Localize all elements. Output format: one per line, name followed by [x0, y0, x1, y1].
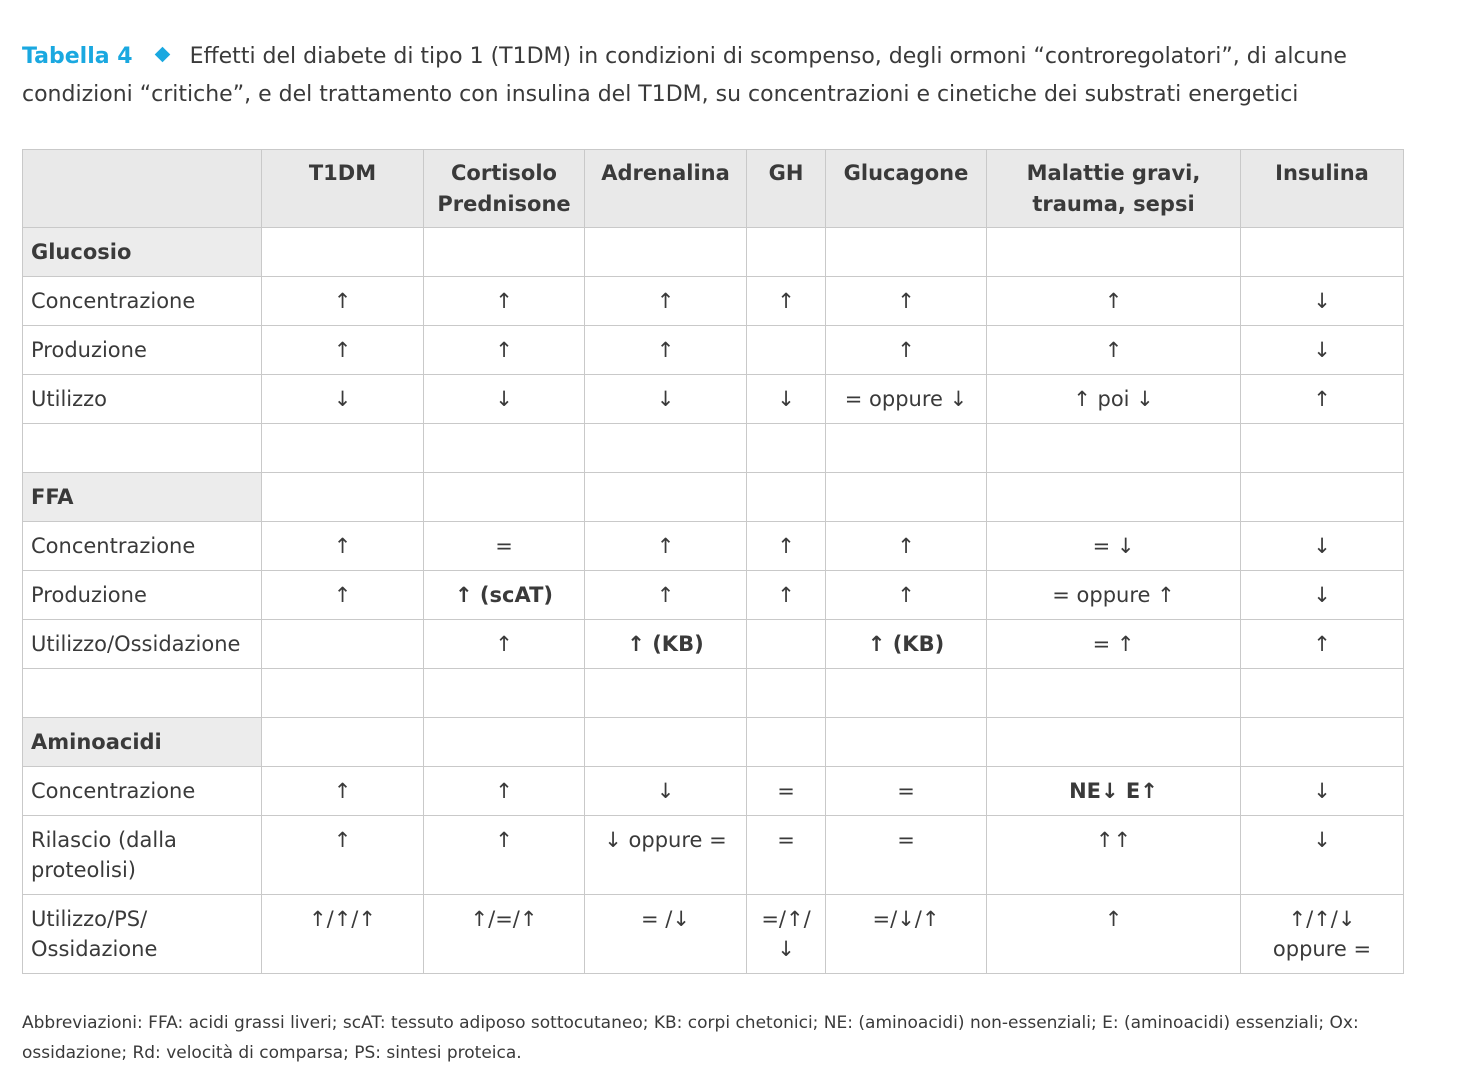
table-cell: ↑ [585, 326, 747, 375]
header-row [23, 150, 1404, 228]
caption-text: Effetti del diabete di tipo 1 (T1DM) in condizioni di scompenso, degli ormoni “controregolatori”, di alcune condizioni “critiche”, e del trattamento con insulina del T1DM, su concentrazioni e cinetiche dei substrati energetici [22, 44, 1347, 107]
table-cell [262, 424, 424, 473]
table-cell: ↑ [987, 895, 1241, 974]
table-row [23, 895, 1404, 974]
section-row [23, 228, 1404, 277]
table-cell: = oppure ↓ [826, 375, 987, 424]
table-cell: ↓ oppure = [585, 816, 747, 895]
table-cell: ↑ [424, 277, 585, 326]
row-label: Produzione [23, 571, 262, 620]
row-label: Utilizzo/PS/ Ossidazione [23, 895, 262, 974]
table-row [23, 620, 1404, 669]
table-cell: ↑ [424, 620, 585, 669]
table-cell: ↑ [585, 522, 747, 571]
row-label: Glucosio [23, 228, 262, 277]
table-number: Tabella 4 [22, 44, 133, 69]
table-row [23, 522, 1404, 571]
table-cell: ↑ [1241, 620, 1404, 669]
table-row [23, 375, 1404, 424]
table-cell: = ↑ [987, 620, 1241, 669]
table-cell [262, 669, 424, 718]
table-cell [585, 424, 747, 473]
table-cell [585, 473, 747, 522]
row-label: Concentrazione [23, 522, 262, 571]
table-cell [1241, 424, 1404, 473]
table-cell: ↑ [1241, 375, 1404, 424]
table-cell [747, 669, 826, 718]
row-label: Produzione [23, 326, 262, 375]
header-gh: GH [747, 150, 826, 228]
table-cell: ↑ [262, 816, 424, 895]
table-cell: = [747, 816, 826, 895]
row-label [23, 669, 262, 718]
row-label: Concentrazione [23, 277, 262, 326]
header-t1dm: T1DM [262, 150, 424, 228]
table-cell [424, 473, 585, 522]
table-cell: ↓ [1241, 571, 1404, 620]
table-cell [424, 228, 585, 277]
table-cell: ↑ [585, 571, 747, 620]
row-label: FFA [23, 473, 262, 522]
table-row [23, 816, 1404, 895]
table-cell: ↑/=/↑ [424, 895, 585, 974]
table-cell [424, 424, 585, 473]
table-cell: ↑ poi ↓ [987, 375, 1241, 424]
table-cell [987, 228, 1241, 277]
table-cell [826, 228, 987, 277]
header-insulina: Insulina [1241, 150, 1404, 228]
table-cell: ↓ [585, 767, 747, 816]
table-cell: ↑ [747, 522, 826, 571]
table-cell [987, 669, 1241, 718]
table-cell: ↑ [826, 326, 987, 375]
table-cell: ↓ [585, 375, 747, 424]
table-cell [424, 669, 585, 718]
table-cell [747, 620, 826, 669]
table-cell [262, 718, 424, 767]
table-cell [1241, 473, 1404, 522]
section-row [23, 473, 1404, 522]
table-row [23, 767, 1404, 816]
table-cell: = /↓ [585, 895, 747, 974]
table-caption [22, 38, 1442, 114]
table-cell [747, 424, 826, 473]
table-cell [826, 718, 987, 767]
table-cell: ↓ [1241, 767, 1404, 816]
table-cell: = oppure ↑ [987, 571, 1241, 620]
table-cell [585, 669, 747, 718]
table-cell [747, 228, 826, 277]
table-cell [826, 669, 987, 718]
table-cell: ↑ (KB) [585, 620, 747, 669]
table-cell [262, 620, 424, 669]
table-cell: ↑ [987, 326, 1241, 375]
table-cell [747, 718, 826, 767]
table-cell: ↓ [1241, 326, 1404, 375]
table-cell [747, 326, 826, 375]
table-cell: ↑ [424, 816, 585, 895]
header-malattie: Malattie gravi, trauma, sepsi [987, 150, 1241, 228]
table-cell: ↓ [1241, 522, 1404, 571]
table-cell: NE↓ E↑ [987, 767, 1241, 816]
table-cell: ↑ (scAT) [424, 571, 585, 620]
table-cell: ↑ [747, 571, 826, 620]
row-label: Utilizzo [23, 375, 262, 424]
row-label: Rilascio (dalla proteolisi) [23, 816, 262, 895]
table-row [23, 571, 1404, 620]
table-cell [262, 228, 424, 277]
table-cell [585, 718, 747, 767]
table-cell: ↑/↑/↓ oppure = [1241, 895, 1404, 974]
table-cell: = [747, 767, 826, 816]
table-cell [262, 473, 424, 522]
table-cell: ↓ [1241, 277, 1404, 326]
table-cell [826, 473, 987, 522]
table-cell: = [424, 522, 585, 571]
table-cell: ↑ [262, 767, 424, 816]
table-cell: ↑ [424, 767, 585, 816]
table-cell: = ↓ [987, 522, 1241, 571]
table-cell: ↓ [1241, 816, 1404, 895]
table-cell: ↑ [262, 571, 424, 620]
table-cell [747, 473, 826, 522]
table-cell: = [826, 816, 987, 895]
table-row [23, 326, 1404, 375]
table-cell [987, 473, 1241, 522]
table-cell: ↑ [826, 571, 987, 620]
header-cortisolo: Cortisolo Prednisone [424, 150, 585, 228]
table-cell: ↑/↑/↑ [262, 895, 424, 974]
effects-table [22, 149, 1404, 974]
table-cell: ↑ [987, 277, 1241, 326]
table-cell: =/↓/↑ [826, 895, 987, 974]
table-cell [987, 424, 1241, 473]
row-label: Aminoacidi [23, 718, 262, 767]
table-cell: ↑ [585, 277, 747, 326]
table-cell [826, 424, 987, 473]
row-label [23, 424, 262, 473]
table-cell: ↑ [747, 277, 826, 326]
table-cell: ↑ [826, 277, 987, 326]
table-cell: ↑ (KB) [826, 620, 987, 669]
table-cell: ↑ [262, 522, 424, 571]
table-cell: =/↑/↓ [747, 895, 826, 974]
abbreviations-footnote: Abbreviazioni: FFA: acidi grassi liveri; scAT: tessuto adiposo sottocutaneo; KB: corpi chetonici; NE: (aminoacidi) non-essenziali; E: (aminoacidi) essenziali; Ox: ossidazione; Rd: velocità di comparsa; PS: sintesi proteica. [22, 1013, 1359, 1063]
spacer-row [23, 669, 1404, 718]
table-cell: ↑ [424, 326, 585, 375]
table-cell: ↑ [262, 277, 424, 326]
table-cell: ↑↑ [987, 816, 1241, 895]
header-glucagone: Glucagone [826, 150, 987, 228]
table-cell: ↓ [424, 375, 585, 424]
table-cell: ↑ [262, 326, 424, 375]
table-cell: = [826, 767, 987, 816]
table-cell: ↓ [262, 375, 424, 424]
diamond-icon [154, 47, 170, 63]
table-row [23, 277, 1404, 326]
section-row [23, 718, 1404, 767]
table-cell [1241, 228, 1404, 277]
row-label: Utilizzo/Ossidazione [23, 620, 262, 669]
header-adrenalina: Adrenalina [585, 150, 747, 228]
table-cell [1241, 718, 1404, 767]
table-cell: ↓ [747, 375, 826, 424]
table-cell [585, 228, 747, 277]
table-cell: ↑ [826, 522, 987, 571]
table-cell [987, 718, 1241, 767]
table-cell [1241, 669, 1404, 718]
row-label: Concentrazione [23, 767, 262, 816]
spacer-row [23, 424, 1404, 473]
header-empty [23, 150, 262, 228]
table-cell [424, 718, 585, 767]
